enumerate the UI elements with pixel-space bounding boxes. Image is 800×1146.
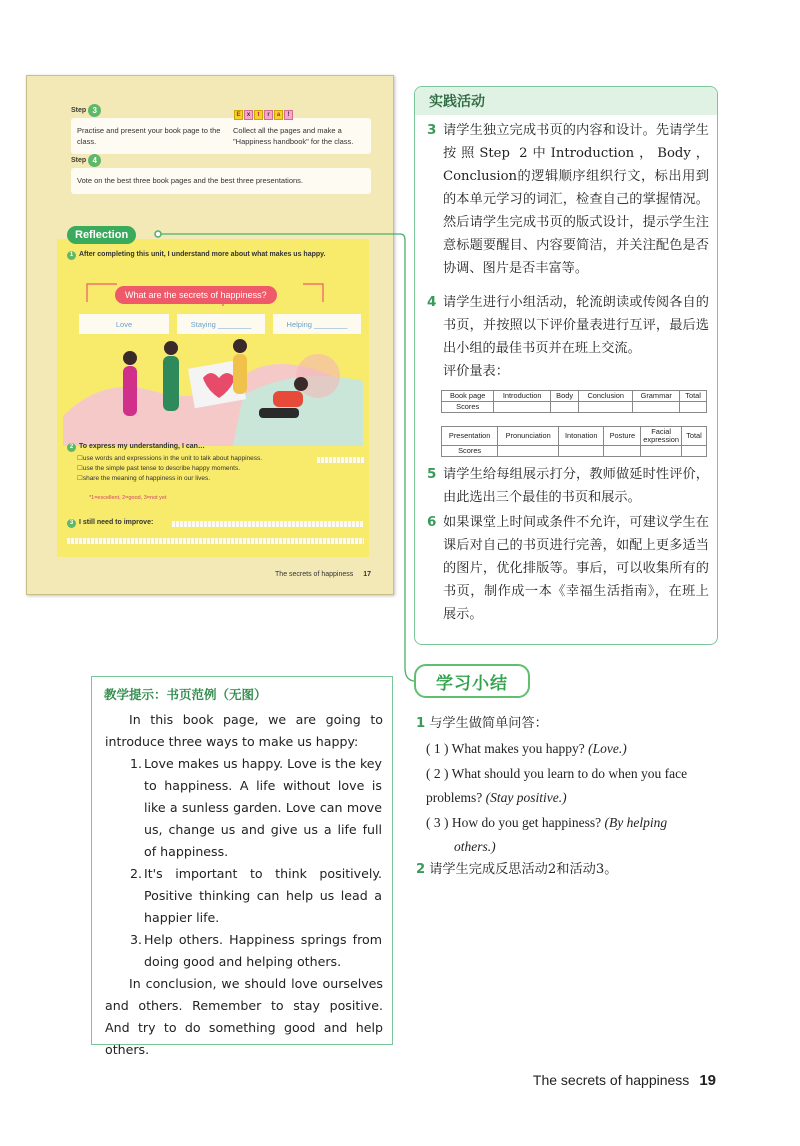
summary-item-1-text: 与学生做简单问答： [429,716,548,731]
rating-blank [317,457,365,463]
rubric-score-row [442,402,707,413]
rubric-header-cell: Body [550,391,578,402]
rubric-header-cell: Presentation [442,427,498,446]
activity-item-3-number: 3 [427,122,437,138]
summary-question-3 [426,811,726,859]
activity-item-6-text: 如果课堂上时间或条件不允许，可建议学生在课后对自己的书页进行完善，如配上更多适当的图片，优化排版等。事后，可以收集所有的书页，制作成一本《幸福生活指南》，在班上展示。 [443,515,709,622]
extra-tile: r [264,110,273,120]
tip-point-2 [130,863,382,929]
rubric-score-row [442,446,707,457]
rubric-score-cell [680,402,707,413]
practice-activity-header: 实践活动 [415,87,717,115]
reflection-q2-text: To express my understanding, I can… [79,443,205,450]
rubric-score-cell [498,446,559,457]
summary-item-2-number: 2 [416,862,426,877]
summary-item-1 [416,712,548,736]
rubric-row-label: Scores [442,402,494,413]
reflection-title: Reflection [67,226,136,244]
extra-tile: t [254,110,263,120]
rubric-header-cell: Conclusion [579,391,633,402]
textbook-footer-title: The secrets of happiness [275,571,354,578]
rubric-row-label: Scores [442,446,498,457]
book-page-rubric-table [441,390,707,413]
textbook-page-footer [275,571,371,578]
summary-question-1 [426,737,726,761]
reflection-q3-text: I still need to improve: [79,519,154,526]
tip-point-3-text: Help others. Happiness springs from doing good and helping others. [144,932,382,969]
step4-text: Vote on the best three book pages and the best three presentations. [77,176,303,185]
reflection-q1-number: 1 [67,251,76,260]
rubric-score-cell [682,446,707,457]
checklist-item: ☐ use words and expressions in the unit to talk about happiness. [77,454,339,464]
step3-number: 3 [88,104,101,117]
tip-intro: In this book page, we are going to introduce three ways to make us happy: [105,712,383,749]
practice-activity-panel [414,86,718,645]
activity-item-4-text: 请学生进行小组活动，轮流朗读或传阅各自的书页，并按照以下评价量表进行互评，最后选出小组的最佳书页并在班上交流。 [443,295,709,356]
teaching-tip-title: 教学提示：书页范例（无图） [104,687,267,702]
rubric-score-cell [494,402,551,413]
tip-point-1-number: 1. [130,756,143,771]
improve-blank-line [172,521,364,527]
textbook-footer-page: 17 [363,571,371,578]
page-footer-title: The secrets of happiness [532,1072,690,1088]
extra-text: Collect all the pages and make a "Happiness handbook" for the class. [233,126,354,146]
extra-badge [234,110,293,120]
secrets-of-happiness-pill: What are the secrets of happiness? [115,286,277,304]
activity-item-5-text: 请学生给每组展示打分，教师做延时性评价，由此选出三个最佳的书页和展示。 [443,467,709,505]
tip-point-2-number: 2. [130,866,143,881]
activity-item-4-number: 4 [427,294,437,310]
tip-point-3 [130,929,382,973]
tip-point-1-text: Love makes us happy. Love is the key to happiness. A life without love is like a sunless garden. Love can move us, change us and give us a life full of happiness. [144,756,382,859]
summary-q2-number: ( 2 ) [426,766,449,781]
step3-card [71,118,371,154]
rubric-score-cell [604,446,641,457]
rubric-header-cell: Posture [604,427,641,446]
page-number: 19 [699,1072,716,1089]
extra-tile: x [244,110,253,120]
rubric-score-cell [550,402,578,413]
summary-a2: (Stay positive.) [485,790,567,805]
rating-note: *1=excellent, 2=good, 3=not yet [89,495,167,501]
summary-a1: (Love.) [588,741,627,756]
step4-tag-label: Step [71,156,87,164]
summary-a3-line1: (By helping [604,815,668,830]
activity-item-6 [427,511,709,626]
step3-text: Practise and present your book page to the class. [77,126,221,146]
reflection-q2 [67,442,357,452]
summary-item-2-text: 请学生完成反思活动2和活动3。 [429,862,618,877]
checklist-item: ☐ use the simple past tense to describe happy moments. [77,464,339,474]
rubric-header-cell: Total [680,391,707,402]
checklist-item: ☐ share the meaning of happiness in our lives. [77,474,339,484]
presentation-rubric-table [441,426,707,457]
tip-conclusion: In conclusion, we should love ourselves and others. Remember to stay positive. And try to do something good and help others. [105,976,383,1057]
reflection-q1 [67,250,357,260]
rubric-header-cell: Intonation [559,427,604,446]
extra-tile: ! [284,110,293,120]
improve-blank-line [67,538,364,544]
rubric-label: 评价量表： [443,364,509,379]
step4-number: 4 [88,154,101,167]
summary-item-1-number: 1 [416,716,426,731]
rubric-header-row [442,427,707,446]
rubric-score-cell [579,402,633,413]
rubric-header-cell: Book page [442,391,494,402]
rubric-header-cell: Total [682,427,707,446]
extra-tile: a [274,110,283,120]
reflection-checklist [77,454,339,483]
rubric-score-cell [641,446,682,457]
rubric-label-row [427,363,709,381]
summary-q1-text: What makes you happy? [451,741,585,756]
summary-question-2 [426,762,726,810]
rubric-header-cell: Pronunciation [498,427,559,446]
activity-item-4 [427,291,709,360]
rubric-header-cell: Introduction [494,391,551,402]
summary-q1-number: ( 1 ) [426,741,449,756]
extra-tile: E [234,110,243,120]
rubric-header-cell: Grammar [633,391,680,402]
activity-item-3-text: 请学生独立完成书页的内容和设计。先请学生按照Step 2中Introduction，Body，Conclusion的逻辑顺序组织行文，标出用到的本单元学习的词汇，检查自己的掌握情况。然后请学生完成书页的版式设计，提示学生注意标题要醒目、内容要简洁，并关注配色是否协调、图片是否丰富等。 [443,123,709,276]
step4-tag [71,154,101,166]
rubric-header-cell: Facial expression [641,427,682,446]
summary-q3-text: How do you get happiness? [451,815,602,830]
happiness-illustration [63,336,363,446]
activity-item-3 [427,119,709,280]
rubric-header-row [442,391,707,402]
mindmap-box-helping: Helping ________ [273,314,361,334]
mindmap-box-staying: Staying ________ [177,314,265,334]
tip-point-2-text: It's important to think positively. Positive thinking can help us lead a happier life. [144,866,382,925]
textbook-page-image [26,75,394,595]
activity-item-6-number: 6 [427,514,437,530]
activity-item-5 [427,463,709,509]
learning-summary-title: 学习小结 [414,664,530,698]
summary-q2-text: What should you learn to do when you face problems? [426,766,688,805]
tip-point-3-number: 3. [130,932,143,947]
rubric-score-cell [559,446,604,457]
reflection-q2-number: 2 [67,443,76,452]
reflection-q1-text: After completing this unit, I understand more about what makes us happy. [79,251,326,258]
step4-card [71,168,371,194]
tip-point-1 [130,753,382,863]
step3-tag-label: Step [71,106,87,114]
summary-a3-line2: others.) [454,839,496,854]
rubric-score-cell [633,402,680,413]
mindmap-box-love: Love [79,314,169,334]
step3-tag [71,104,101,116]
teaching-tip-box [91,676,393,1057]
activity-item-5-number: 5 [427,466,437,482]
reflection-q3-number: 3 [67,519,76,528]
summary-item-2 [416,858,617,882]
page-footer [533,1072,716,1089]
summary-q3-number: ( 3 ) [426,815,449,830]
